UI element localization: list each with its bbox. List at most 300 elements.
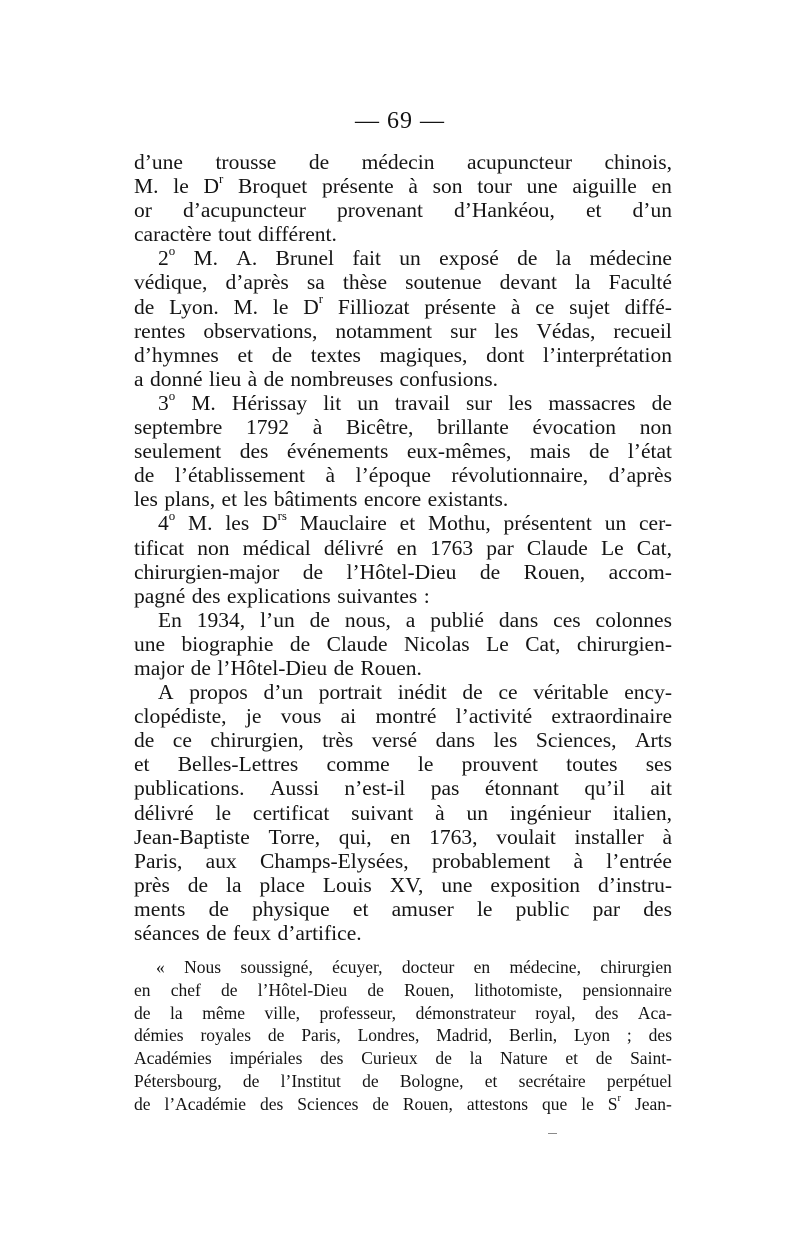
word: amuser (391, 896, 454, 921)
word: Cat, (525, 631, 561, 656)
word: trousse (215, 150, 277, 174)
word: médecine (589, 246, 672, 271)
word: Aca- (637, 1002, 672, 1023)
word: de (362, 1070, 379, 1091)
word: nombreuses (290, 366, 394, 391)
word: Sciences, (535, 728, 617, 753)
word: de (308, 150, 330, 174)
word: confusions. (399, 366, 499, 391)
word: major (134, 655, 185, 680)
word: n’est-il (344, 776, 406, 801)
word: non (197, 535, 230, 560)
word: ce (172, 728, 192, 753)
word: plans, (164, 487, 216, 512)
word: encore (363, 487, 422, 512)
word: les (508, 390, 533, 415)
word: ency- (624, 680, 672, 705)
text-line (134, 270, 672, 294)
word: et (585, 198, 602, 223)
word: attestons (466, 1093, 529, 1114)
word: de (302, 559, 324, 584)
word: à (408, 174, 418, 199)
text-line (134, 979, 672, 1002)
text-line (134, 292, 672, 319)
word: démies (134, 1025, 184, 1046)
word: a (134, 366, 144, 391)
text-line (134, 246, 672, 270)
word: à (573, 848, 583, 873)
word: Le (600, 535, 624, 560)
word: un (604, 511, 627, 536)
word: les (134, 487, 158, 512)
text-line (134, 198, 672, 222)
text-line (134, 536, 672, 560)
word: en (390, 824, 411, 849)
word: : (423, 583, 430, 608)
word: $S^r$ (607, 1093, 622, 1114)
word: lithotomiste, (474, 979, 563, 1000)
word: tificat (134, 535, 185, 560)
word: écuyer, (332, 957, 383, 977)
word: l’Hôtel-Dieu (257, 979, 348, 1000)
word: très (322, 728, 354, 753)
text-line (134, 704, 672, 728)
word: Académies (134, 1048, 212, 1069)
word: M. (134, 174, 159, 199)
word: Champs-Elysées, (259, 848, 409, 873)
word: présente (322, 174, 394, 199)
word: inédit (397, 680, 447, 705)
word: que (542, 1093, 568, 1114)
word: l’un (260, 607, 295, 632)
word: sa (306, 270, 325, 295)
word: Louis (322, 872, 372, 897)
word: Rouen, (404, 979, 455, 1000)
text-line (134, 388, 672, 415)
word: rentes (134, 318, 186, 343)
word: et (221, 487, 238, 512)
word: par (592, 896, 621, 921)
text-line (134, 415, 672, 439)
word: donné (149, 366, 203, 391)
word: védique, (134, 270, 208, 295)
word: de (208, 896, 229, 921)
word: d’après (225, 270, 289, 295)
word: comme (326, 752, 390, 777)
word: Lyon (574, 1025, 611, 1046)
word: même (202, 1002, 245, 1023)
word: docteur (401, 957, 455, 977)
word: la (575, 270, 591, 295)
word: suivant (351, 800, 414, 825)
text-line (134, 463, 672, 487)
word: devant (499, 270, 557, 295)
word: Broquet (238, 174, 308, 199)
word: des (191, 583, 221, 608)
word: Nous (184, 957, 222, 977)
word: ce (498, 680, 518, 705)
word: $D^r$ (203, 172, 224, 199)
word: les (494, 318, 519, 343)
word: fait (352, 246, 381, 271)
word: Jean- (634, 1093, 672, 1114)
word: les (225, 511, 250, 536)
word: le (417, 752, 434, 777)
word: et (237, 342, 254, 367)
word: ; (626, 1025, 632, 1046)
word: d’un (263, 680, 303, 705)
word: M. (191, 390, 216, 415)
word: feux (232, 921, 272, 945)
word: publications. (134, 776, 245, 801)
word: une (441, 872, 473, 897)
word: de (435, 1048, 452, 1069)
word: à (312, 415, 323, 440)
word: 2$^o$ (158, 244, 176, 271)
word: Pétersbourg, (134, 1070, 222, 1091)
word: de (271, 342, 293, 367)
word: ses (645, 752, 672, 777)
word: une (134, 631, 166, 656)
word: travail (394, 390, 450, 415)
word: à (510, 294, 521, 319)
word: un (357, 390, 379, 415)
word: de (242, 1070, 260, 1091)
word: Aussi (269, 776, 319, 801)
word: A. (236, 246, 258, 271)
word: a (405, 607, 416, 632)
word: 1763, (429, 824, 478, 849)
word: de (134, 463, 155, 488)
word: acupuncteur (466, 150, 572, 174)
word: $D^{rs}$ (262, 509, 287, 536)
word: dans (435, 728, 475, 753)
word: secrétaire (518, 1070, 586, 1091)
word: exposé (439, 246, 499, 271)
word: chirurgien-major (134, 559, 280, 584)
word: 1763 (430, 535, 474, 560)
word: et (352, 896, 369, 921)
word: en (134, 979, 151, 1000)
word: Jean-Baptiste (134, 824, 250, 849)
word: la (226, 872, 242, 897)
text-line (134, 439, 672, 463)
word: public (515, 896, 570, 921)
word: Le (486, 631, 509, 656)
word: ait (650, 776, 672, 801)
word: Lyon. (169, 294, 219, 319)
word: des (648, 1025, 672, 1046)
word: toutes (566, 752, 618, 777)
word: sur (450, 318, 477, 343)
word: un (466, 800, 488, 825)
word: Cat, (636, 535, 672, 560)
word: des (595, 1002, 619, 1023)
word: ce (535, 294, 555, 319)
word: de (134, 1002, 151, 1023)
word: notamment (335, 318, 433, 343)
word: Bicêtre, (345, 415, 414, 440)
word: caractère (134, 222, 212, 247)
word: septembre (134, 415, 223, 440)
word: de (372, 1093, 389, 1114)
word: pas (430, 776, 460, 801)
word: l’état (627, 439, 672, 464)
text-line (134, 776, 672, 800)
word: diffé- (624, 294, 672, 319)
word: médical (242, 535, 311, 560)
word: et (399, 511, 416, 536)
word: d’instru- (597, 872, 672, 897)
word: Curieux (361, 1048, 418, 1069)
word: pagné (134, 583, 186, 608)
word: clopédiste, (134, 704, 227, 729)
word: royales (200, 1025, 252, 1046)
text-line (134, 511, 672, 535)
word: à (435, 800, 445, 825)
word: professeur, (319, 1002, 397, 1023)
word: Bologne, (399, 1070, 464, 1091)
printer-mark (548, 1133, 557, 1134)
text-line (134, 825, 672, 849)
word: la (555, 246, 572, 271)
word: Védas, (536, 318, 596, 343)
word: explications (226, 583, 331, 608)
word: pensionnaire (582, 979, 672, 1000)
word: de (134, 1093, 151, 1114)
word: impériales (229, 1048, 303, 1069)
word: « (156, 957, 165, 977)
word: montré (375, 704, 437, 729)
word: provenant (336, 198, 423, 223)
word: existants. (427, 487, 509, 512)
word: magiques, (379, 342, 468, 367)
word: de (289, 631, 311, 656)
text-line (134, 222, 672, 246)
word: tour (477, 174, 512, 199)
text-line (134, 487, 672, 511)
text-line (134, 608, 672, 632)
word: lieu (208, 366, 242, 391)
text-line (134, 1024, 672, 1047)
text-line (134, 801, 672, 825)
word: son (432, 174, 463, 199)
word: M. (233, 294, 259, 319)
word: eux-mêmes, (406, 439, 512, 464)
word: des (320, 1048, 344, 1069)
word: le (476, 896, 493, 921)
body-text (134, 150, 672, 945)
word: Belles-Lettres (177, 752, 299, 777)
paragraph (134, 511, 672, 607)
word: chinois, (604, 150, 672, 174)
word: des (260, 1093, 284, 1114)
word: les (493, 728, 518, 753)
word: Paris, (134, 848, 183, 873)
text-line (134, 1002, 672, 1025)
word: ces (553, 607, 581, 632)
word: l’Hôtel-Dieu (217, 655, 328, 680)
text-line (134, 656, 672, 680)
text-line (134, 752, 672, 776)
word: d’un (632, 198, 672, 223)
word: l’Institut (280, 1070, 341, 1091)
word: dont (486, 342, 525, 367)
word: de (263, 366, 284, 391)
text-line (134, 956, 672, 979)
word: soussigné, (240, 957, 313, 977)
word: colonnes (595, 607, 672, 632)
word: en (651, 174, 672, 199)
word: de (462, 680, 483, 705)
word: de (187, 872, 209, 897)
word: de (595, 1048, 613, 1069)
word: l’époque (355, 463, 431, 488)
word: Mauclaire (299, 511, 387, 536)
word: l’Académie (164, 1093, 247, 1114)
word: extraordinaire (551, 704, 672, 729)
word: ai (340, 704, 357, 729)
word: or (134, 198, 152, 223)
word: $D^r$ (303, 292, 324, 319)
word: ingénieur (509, 800, 592, 825)
word: suivantes (337, 583, 418, 608)
word: massacres (548, 390, 636, 415)
word: Faculté (608, 270, 672, 295)
word: l’établissement (174, 463, 305, 488)
word: italien, (612, 800, 672, 825)
word: chirurgien- (576, 631, 672, 656)
word: Paris, (301, 1025, 341, 1046)
word: dans (498, 607, 539, 632)
text-line (134, 150, 672, 174)
word: le (173, 174, 189, 199)
word: Filliozat (337, 294, 410, 319)
text-line (134, 343, 672, 367)
text-line (134, 584, 672, 608)
word: la (170, 1002, 183, 1023)
word: non (639, 415, 672, 440)
word: de (267, 1025, 285, 1046)
word: voulait (496, 824, 556, 849)
word: probablement (431, 848, 551, 873)
word: les (243, 487, 268, 512)
word: observations, (203, 318, 318, 343)
word: aiguille (572, 174, 637, 199)
word: présente (424, 294, 497, 319)
word: le (215, 800, 232, 825)
word: Rouen, (402, 1093, 453, 1114)
word: l’Hôtel-Dieu (346, 559, 457, 584)
word: M. (188, 511, 213, 536)
word: présentent (503, 511, 592, 536)
word: qu’il (584, 776, 625, 801)
word: d’hymnes (134, 342, 219, 367)
word: vous (280, 704, 322, 729)
word: de (206, 921, 227, 945)
word: et (565, 1048, 579, 1069)
word: qui, (338, 824, 372, 849)
word: Hérissay (231, 390, 308, 415)
word: d’artifice. (277, 921, 362, 945)
word: sujet (569, 294, 610, 319)
word: XV, (389, 872, 424, 897)
word: l’interprétation (543, 342, 672, 367)
word: une (526, 174, 558, 199)
word: certificat (252, 800, 330, 825)
word: lit (323, 390, 342, 415)
word: médecine, (509, 957, 581, 977)
word: soutenue (405, 270, 482, 295)
word: d’acupuncteur (182, 198, 306, 223)
word: Londres, (357, 1025, 420, 1046)
word: recueil (613, 318, 672, 343)
word: évocation (532, 415, 617, 440)
word: versé (371, 728, 418, 753)
word: installer (574, 824, 644, 849)
quoted-certificate (134, 956, 672, 1116)
word: de (309, 607, 330, 632)
word: bâtiments (273, 487, 358, 512)
word: de (134, 294, 155, 319)
word: place (259, 872, 305, 897)
page-number: — 69 — (355, 108, 445, 134)
word: de (589, 439, 610, 464)
paragraph (134, 388, 672, 512)
text-line (134, 1047, 672, 1070)
word: le (581, 1093, 594, 1114)
word: cer- (639, 511, 672, 536)
word: d’après (608, 463, 672, 488)
word: ville, (264, 1002, 300, 1023)
word: chef (170, 979, 201, 1000)
word: brillante (437, 415, 509, 440)
text-line (134, 632, 672, 656)
word: et (484, 1070, 498, 1091)
word: thèse (342, 270, 388, 295)
word: Berlin, (509, 1025, 558, 1046)
word: tout (218, 222, 252, 247)
word: par (486, 535, 514, 560)
text-line (134, 897, 672, 921)
text-line (134, 1093, 672, 1116)
word: Claude (326, 631, 388, 656)
word: de (367, 979, 384, 1000)
word: M. (193, 246, 218, 271)
word: Saint- (630, 1048, 672, 1069)
text-line (134, 367, 672, 391)
word: de (134, 728, 155, 753)
word: de (517, 246, 538, 271)
word: démonstrateur (415, 1002, 516, 1023)
word: Madrid, (436, 1025, 493, 1046)
word: Claude (526, 535, 588, 560)
text-line (134, 849, 672, 873)
word: près (134, 872, 170, 897)
word: exposition (490, 872, 580, 897)
word: de (190, 655, 211, 680)
word: 3$^o$ (158, 388, 176, 415)
word: un (399, 246, 421, 271)
word: Torre, (268, 824, 321, 849)
word: royal, (535, 1002, 576, 1023)
text-line (134, 728, 672, 752)
text-line (134, 319, 672, 343)
word: aux (205, 848, 237, 873)
word: séances (134, 921, 200, 945)
word: je (245, 704, 262, 729)
word: biographie (181, 631, 274, 656)
